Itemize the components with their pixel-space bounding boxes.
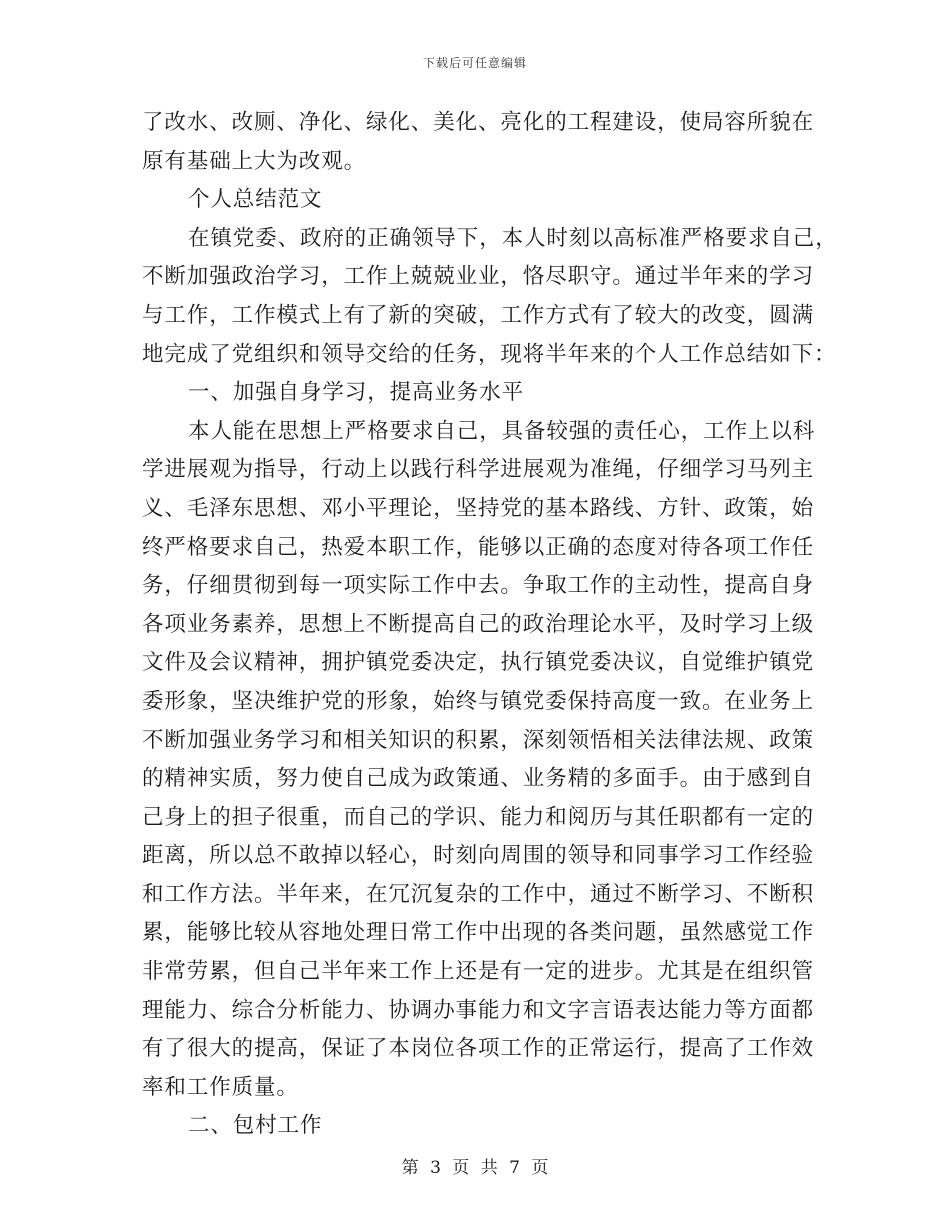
body-line: 距离，所以总不敢掉以轻心，时刻向周围的领导和同事学习工作经验 <box>142 843 815 869</box>
section-heading: 二、包村工作 <box>188 1113 323 1139</box>
body-line: 文件及会议精神，拥护镇党委决定，执行镇党委决议，自觉维护镇党 <box>142 650 815 676</box>
body-line: 己身上的担子很重，而自己的学识、能力和阅历与其任职都有一定的 <box>142 804 815 830</box>
body-line: 率和工作质量。 <box>142 1074 299 1100</box>
body-line: 与工作，工作模式上有了新的突破，工作方式有了较大的改变，圆满 <box>142 302 815 328</box>
body-line: 学进展观为指导，行动上以践行科学进展观为准绳，仔细学习马列主 <box>142 457 815 483</box>
section-heading: 一、加强自身学习，提高业务水平 <box>188 380 525 406</box>
document-body <box>142 104 838 1146</box>
body-line: 非常劳累，但自己半年来工作上还是有一定的进步。尤其是在组织管 <box>142 959 815 985</box>
body-line: 务，仔细贯彻到每一项实际工作中去。争取工作的主动性，提高自身 <box>142 573 815 599</box>
body-line: 了改水、改厕、净化、绿化、美化、亮化的工程建设，使局容所貌在 <box>142 110 815 135</box>
body-line: 的精神实质，努力使自己成为政策通、业务精的多面手。由于感到自 <box>142 766 815 792</box>
body-line: 各项业务素养，思想上不断提高自己的政治理论水平，及时学习上级 <box>142 611 815 637</box>
body-line: 和工作方法。半年来，在冗沉复杂的工作中，通过不断学习、不断积 <box>142 881 815 907</box>
body-line: 有了很大的提高，保证了本岗位各项工作的正常运行，提高了工作效 <box>142 1036 815 1062</box>
body-line: 理能力、综合分析能力、协调办事能力和文字言语表达能力等方面都 <box>142 997 815 1023</box>
body-line: 终严格要求自己，热爱本职工作，能够以正确的态度对待各项工作任 <box>142 534 815 560</box>
body-line: 原有基础上大为改观。 <box>142 148 367 174</box>
body-line: 累，能够比较从容地处理日常工作中出现的各类问题，虽然感觉工作 <box>142 920 815 946</box>
page-header-note: 下载后可任意编辑 <box>422 56 527 70</box>
body-line: 不断加强业务学习和相关知识的积累，深刻领悟相关法律法规、政策 <box>142 727 815 753</box>
section-title: 个人总结范文 <box>188 187 323 213</box>
body-line: 地完成了党组织和领导交给的任务，现将半年来的个人工作总结如下： <box>142 341 837 367</box>
body-line: 义、毛泽东思想、邓小平理论，坚持党的基本路线、方针、政策，始 <box>142 495 815 521</box>
body-line: 不断加强政治学习，工作上兢兢业业，恪尽职守。通过半年来的学习 <box>142 264 815 290</box>
body-line: 在镇党委、政府的正确领导下，本人时刻以高标准严格要求自己， <box>188 225 838 251</box>
body-line: 本人能在思想上严格要求自己，具备较强的责任心，工作上以科 <box>188 418 816 444</box>
page-number: 第 3 页 共 7 页 <box>401 1158 549 1178</box>
body-line: 委形象，坚决维护党的形象，始终与镇党委保持高度一致。在业务上 <box>142 688 815 714</box>
